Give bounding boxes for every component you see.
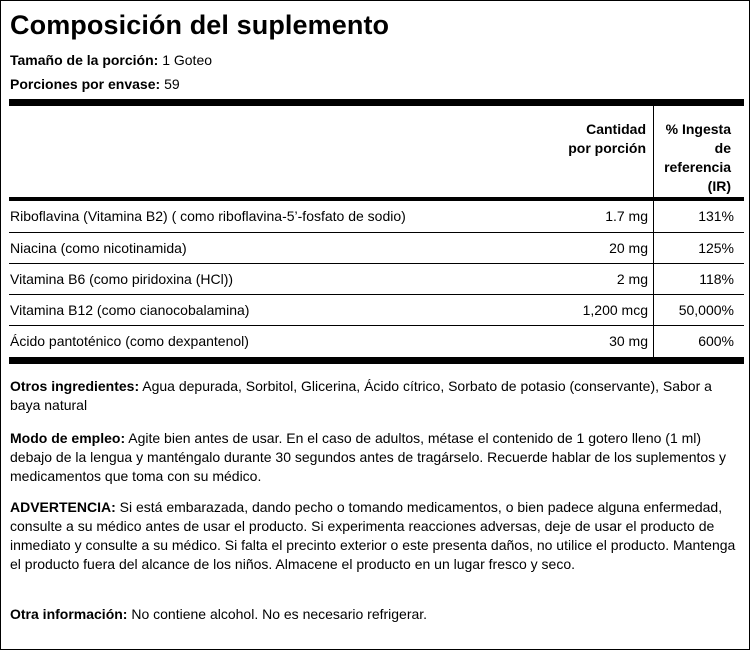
nutrient-name: Riboflavina (Vitamina B2) ( como riboflavina-5’-fosfato de sodio) <box>10 208 406 224</box>
table-row <box>9 233 744 264</box>
usage-label: Modo de empleo: <box>10 430 126 446</box>
header-amount-line: por porción <box>568 140 646 156</box>
nutrient-name: Niacina (como nicotinamida) <box>10 240 187 256</box>
header-amount-line: Cantidad <box>586 121 646 137</box>
serving-size-label: Tamaño de la porción: <box>10 52 159 68</box>
header-reference-intake <box>664 120 731 196</box>
usage-text: Agite bien antes de usar. En el caso de adultos, métase el contenido de 1 gotero lleno (1 ml) debajo de la lengua y manténgalo durante 30 segundos antes de tragárselo. Recuerde hablar de los suplementos y medicamentos que toma con su médico. <box>10 430 727 484</box>
other-info-label: Otra información: <box>10 606 128 622</box>
nutrient-amount: 1,200 mcg <box>582 302 648 318</box>
serving-size-value: 1 Goteo <box>162 52 213 68</box>
header-ri-line: referencia <box>664 159 731 175</box>
nutrient-name: Ácido pantoténico (como dexpantenol) <box>10 333 249 349</box>
servings-per-container-value: 59 <box>164 76 180 92</box>
header-ri-line: (IR) <box>707 178 731 194</box>
nutrient-amount: 20 mg <box>609 240 648 256</box>
nutrient-name: Vitamina B12 (como cianocobalamina) <box>10 302 250 318</box>
nutrient-ri-percent: 600% <box>698 333 734 349</box>
panel-title: Composición del suplemento <box>10 10 390 40</box>
nutrient-amount: 30 mg <box>609 333 648 349</box>
nutrient-amount: 1.7 mg <box>605 208 648 224</box>
header-amount-per-serving <box>568 120 646 158</box>
header-column-divider <box>653 106 654 197</box>
nutrient-amount: 2 mg <box>616 271 648 287</box>
thick-divider-top <box>9 99 744 106</box>
header-ri-line: de <box>714 140 731 156</box>
header-ri-line: % Ingesta <box>665 121 731 137</box>
other-ingredients-text: Agua depurada, Sorbitol, Glicerina, Ácido cítrico, Sorbato de potasio (conservante), Sabor a baya natural <box>10 378 712 413</box>
table-row <box>9 264 744 295</box>
usage-directions <box>10 429 740 486</box>
nutrient-ri-percent: 50,000% <box>678 302 734 318</box>
nutrient-ri-percent: 118% <box>699 271 734 287</box>
warning-text: Si está embarazada, dando pecho o tomando medicamentos, o bien padece alguna enfermedad, consulte a su médico antes de usar el producto. Si experimenta reacciones adversas, deje de usar el producto de inmediato y consulte a su médico. Si falta el precinto exterior o este presenta daños, no utilice el producto. Mantenga el producto fuera del alcance de los niños. Almacene el producto en un lugar fresco y seco. <box>10 499 736 572</box>
table-row <box>9 295 744 326</box>
nutrient-name: Vitamina B6 (como piridoxina (HCl)) <box>10 271 234 287</box>
warning-label: ADVERTENCIA: <box>10 499 116 515</box>
other-information <box>10 605 740 624</box>
warning-section <box>10 498 740 574</box>
other-ingredients-label: Otros ingredientes: <box>10 378 140 394</box>
other-info-text: No contiene alcohol. No es necesario refrigerar. <box>131 606 428 622</box>
serving-size <box>10 51 212 69</box>
servings-per-container <box>10 75 180 93</box>
servings-per-container-label: Porciones por envase: <box>10 76 161 92</box>
nutrient-ri-percent: 125% <box>698 240 734 256</box>
thick-divider-bottom <box>9 357 744 364</box>
table-row <box>9 201 744 232</box>
nutrient-ri-percent: 131% <box>698 208 734 224</box>
table-row <box>9 326 744 357</box>
other-ingredients <box>10 377 740 415</box>
